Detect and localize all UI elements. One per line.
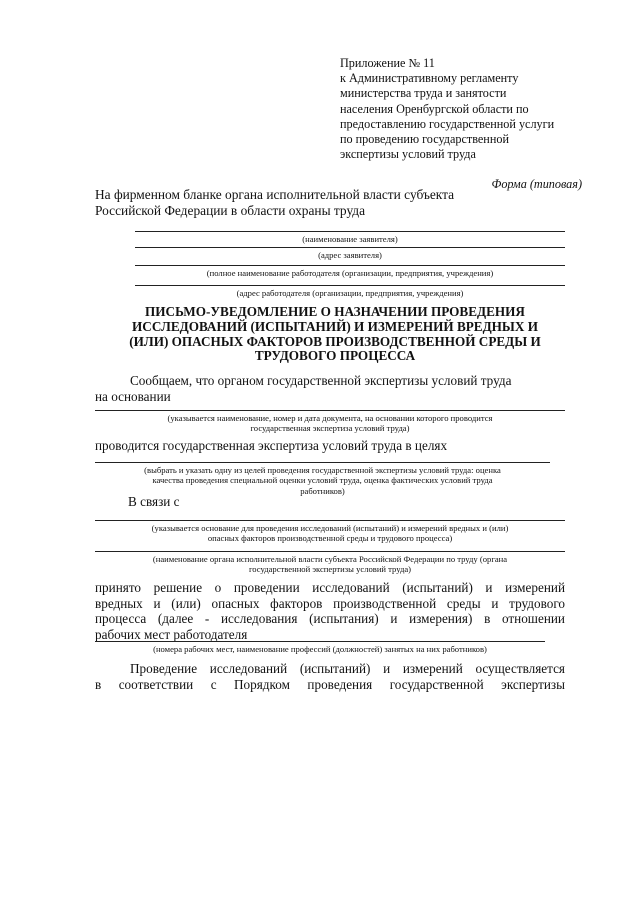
field-caption: (указывается наименование, номер и дата документа, на основании которого проводится [167,413,493,423]
paragraph-purpose [95,438,565,454]
fill-line [135,265,565,266]
letterhead-line: Российской Федерации в области охраны труда [95,203,366,218]
fill-line [95,551,565,552]
field-caption: опасных факторов производственной среды и трудового процесса) [207,533,453,544]
reason-field [95,520,565,544]
field-caption: (указывается основание для проведения исследований (испытаний) и измерений вредных и (или) [151,523,509,533]
paragraph-line: процесса (далее - исследования (испытания) и измерения) в отношении [95,611,565,626]
applicant-address-field [135,247,565,260]
appendix-line: к Административному регламенту [340,71,519,86]
field-caption: (наименование заявителя) [302,234,398,244]
applicant-name-field [135,231,565,244]
appendix-line: Приложение № 11 [340,56,435,70]
fill-line [135,285,565,286]
paragraph-line: рабочих мест работодателя [95,626,248,642]
title-line: ТРУДОВОГО ПРОЦЕССА [254,348,416,364]
field-caption: качества проведения специальной оценки условий труда, оценка фактических условий труда [152,475,493,486]
form-type-label: Форма (типовая) [491,177,582,191]
paragraph-decision [95,580,565,642]
appendix-line: министерства труда и занятости [340,86,507,101]
fill-line [95,520,565,521]
paragraph-reason [95,494,565,510]
field-caption: государственная экспертиза условий труда) [250,423,410,434]
paragraph-procedure [95,661,565,692]
paragraph-line: Проведение исследований (испытаний) и измерений осуществляется [130,661,565,676]
fill-line [135,247,565,248]
labor-authority-field [95,551,565,575]
paragraph-line: вредных и (или) опасных факторов производственной среды и трудового [95,595,565,611]
letterhead-line: На фирменном бланке органа исполнительной власти субъекта [95,187,455,202]
title-line: (ИЛИ) ОПАСНЫХ ФАКТОРОВ ПРОИЗВОДСТВЕННОЙ СРЕДЫ И [129,333,541,349]
appendix-header [340,56,590,162]
employer-address-field [135,285,565,298]
field-caption: государственной экспертизы условий труда) [248,564,412,575]
paragraph-line: В связи с [128,494,180,509]
field-caption: (наименование органа исполнительной власти субъекта Российской Федерации по труду (органа [152,554,508,564]
fill-line [95,462,550,463]
title-line: ПИСЬМО-УВЕДОМЛЕНИЕ О НАЗНАЧЕНИИ ПРОВЕДЕНИЯ [145,304,525,319]
basis-document-field [95,410,565,434]
field-caption: (адрес работодателя (организации, предприятия, учреждения) [236,288,464,298]
paragraph-line: на основании [95,388,171,404]
fill-line [135,231,565,232]
fill-line [95,410,565,411]
purpose-field [95,462,550,496]
paragraph-basis [95,373,565,404]
appendix-line: экспертизы условий труда [340,147,476,162]
paragraph-line: принято решение о проведении исследований (испытаний) и измерений [95,580,565,595]
title-line: ИССЛЕДОВАНИЙ (ИСПЫТАНИЙ) И ИЗМЕРЕНИЙ ВРЕДНЫХ И [132,318,538,334]
workplaces-field [95,641,545,654]
letterhead-note [95,187,454,219]
fill-line [95,641,545,642]
appendix-line: предоставлению государственной услуги [340,116,555,131]
field-caption: (номера рабочих мест, наименование профессий (должностей) занятых на них работников) [153,644,487,654]
appendix-line: по проведению государственной [340,132,509,147]
field-caption: (полное наименование работодателя (организации, предприятия, учреждения) [206,268,494,278]
field-caption: (адрес заявителя) [318,250,382,260]
paragraph-line: проводится государственная экспертиза условий труда в целях [95,438,448,453]
document-title [100,305,570,364]
paragraph-line: в соответствии с Порядком проведения государственной экспертизы [95,676,565,692]
appendix-line: населения Оренбургской области по [340,101,529,116]
field-caption: работников) [300,485,345,496]
employer-name-field [135,265,565,278]
paragraph-line: Сообщаем, что органом государственной экспертизы условий труда [130,373,512,388]
field-caption: (выбрать и указать одну из целей проведения государственной экспертизы условий труда: оценка [144,465,501,475]
